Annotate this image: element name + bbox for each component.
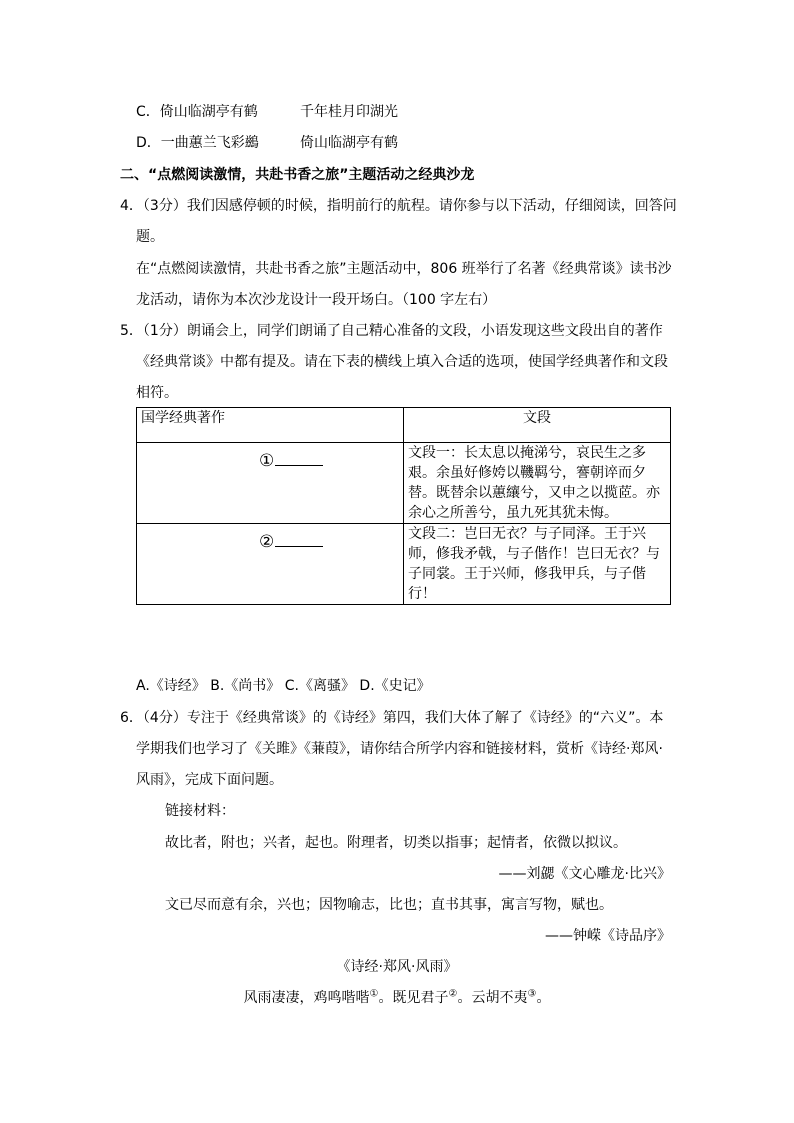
- option-d-label: D．一曲蕙兰飞彩鷀: [136, 135, 259, 151]
- header-passage: 文段: [404, 408, 671, 443]
- option-d-pair: 倚山临湖亭有鹤: [300, 135, 398, 151]
- poem-part-2: 。既见君子: [378, 990, 449, 1006]
- q5-line3: 相符。: [136, 385, 178, 401]
- poem-line: [0, 988, 794, 1008]
- poem-part-1: 风雨凄凄，鸡鸣喈喈: [243, 990, 370, 1006]
- poem-title: 《诗经·郑风·风雨》: [336, 959, 458, 975]
- blank-number-2: ②: [259, 532, 275, 552]
- answer-blank-2[interactable]: [259, 532, 323, 553]
- q5-choices: A.《诗经》 B.《尚书》 C.《离骚》 D.《史记》: [136, 678, 431, 694]
- works-table: [136, 407, 671, 605]
- table-header-row: [137, 408, 671, 443]
- q4-line1: 4．（3分）我们因感停顿的时候，指明前行的航程。请你参与以下活动，仔细阅读，回答问: [120, 198, 677, 214]
- source-1: ——刘勰《文心雕龙·比兴》: [498, 866, 671, 882]
- option-c: [136, 102, 258, 122]
- footnote-1: ①: [369, 988, 379, 1000]
- answer-blank-1[interactable]: [259, 451, 323, 472]
- section-title: 二、“点燃阅读激情，共赴书香之旅”主题活动之经典沙龙: [120, 167, 475, 183]
- quote-2: 文已尽而意有余，兴也；因物喻志，比也；直书其事，寓言写物，赋也。: [165, 897, 613, 913]
- option-c-label: C．倚山临湖亭有鹤: [136, 104, 258, 120]
- blank-line-2: [275, 534, 323, 547]
- table-row: [137, 443, 671, 524]
- quote-1: 故比者，附也；兴者，起也。附理者，切类以指事；起情者，依微以拟议。: [165, 835, 627, 851]
- option-d: [136, 133, 259, 153]
- q4-line2: 题。: [136, 229, 164, 245]
- q5-line2: 《经典常谈》中都有提及。请在下表的横线上填入合适的选项，使国学经典著作和文段: [136, 354, 668, 370]
- poem-part-3: 。云胡不夷: [457, 990, 528, 1006]
- poem-part-4: 。: [536, 990, 551, 1006]
- q4-line3: 在“点燃阅读激情，共赴书香之旅”主题活动中，806 班举行了名著《经典常谈》读书沙: [136, 261, 672, 277]
- material-label: 链接材料：: [165, 803, 235, 819]
- q6-line1: 6．（4分）专注于《经典常谈》的《诗经》第四，我们大体了解了《诗经》的“六义”。本: [120, 710, 664, 726]
- blank-line-1: [275, 453, 323, 466]
- q6-line3: 风雨》，完成下面问题。: [136, 772, 283, 788]
- q6-line2: 学期我们也学习了《关雎》《蒹葭》，请你结合所学内容和链接材料，赏析《诗经·郑风·: [136, 741, 663, 757]
- option-c-pair: 千年桂月印湖光: [300, 104, 398, 120]
- header-works: 国学经典著作: [137, 408, 404, 443]
- blank-number-1: ①: [259, 451, 275, 471]
- passage-1: 文段一：长太息以掩涕兮，哀民生之多艰。余虽好修姱以鞿羁兮，謇朝谇而夕替。既替余以蕙纕兮，又申之以揽茝。亦余心之所善兮，虽九死其犹未悔。: [404, 443, 671, 524]
- footnote-2: ②: [448, 988, 458, 1000]
- q5-line1: 5．（1分）朗诵会上，同学们朗诵了自己精心准备的文段，小语发现这些文段出自的著作: [120, 323, 663, 339]
- source-2: ——钟嵘《诗品序》: [545, 928, 671, 944]
- answer-cell-1: [137, 443, 404, 524]
- table-row: [137, 524, 671, 605]
- q4-line4: 龙活动，请你为本次沙龙设计一段开场白。（100 字左右）: [136, 292, 497, 308]
- footnote-3: ③: [527, 988, 537, 1000]
- passage-2: 文段二：岂曰无衣？与子同泽。王于兴师，修我矛戟，与子偕作！岂曰无衣？与子同裳。王于兴师，修我甲兵，与子偕行！: [404, 524, 671, 605]
- answer-cell-2: [137, 524, 404, 605]
